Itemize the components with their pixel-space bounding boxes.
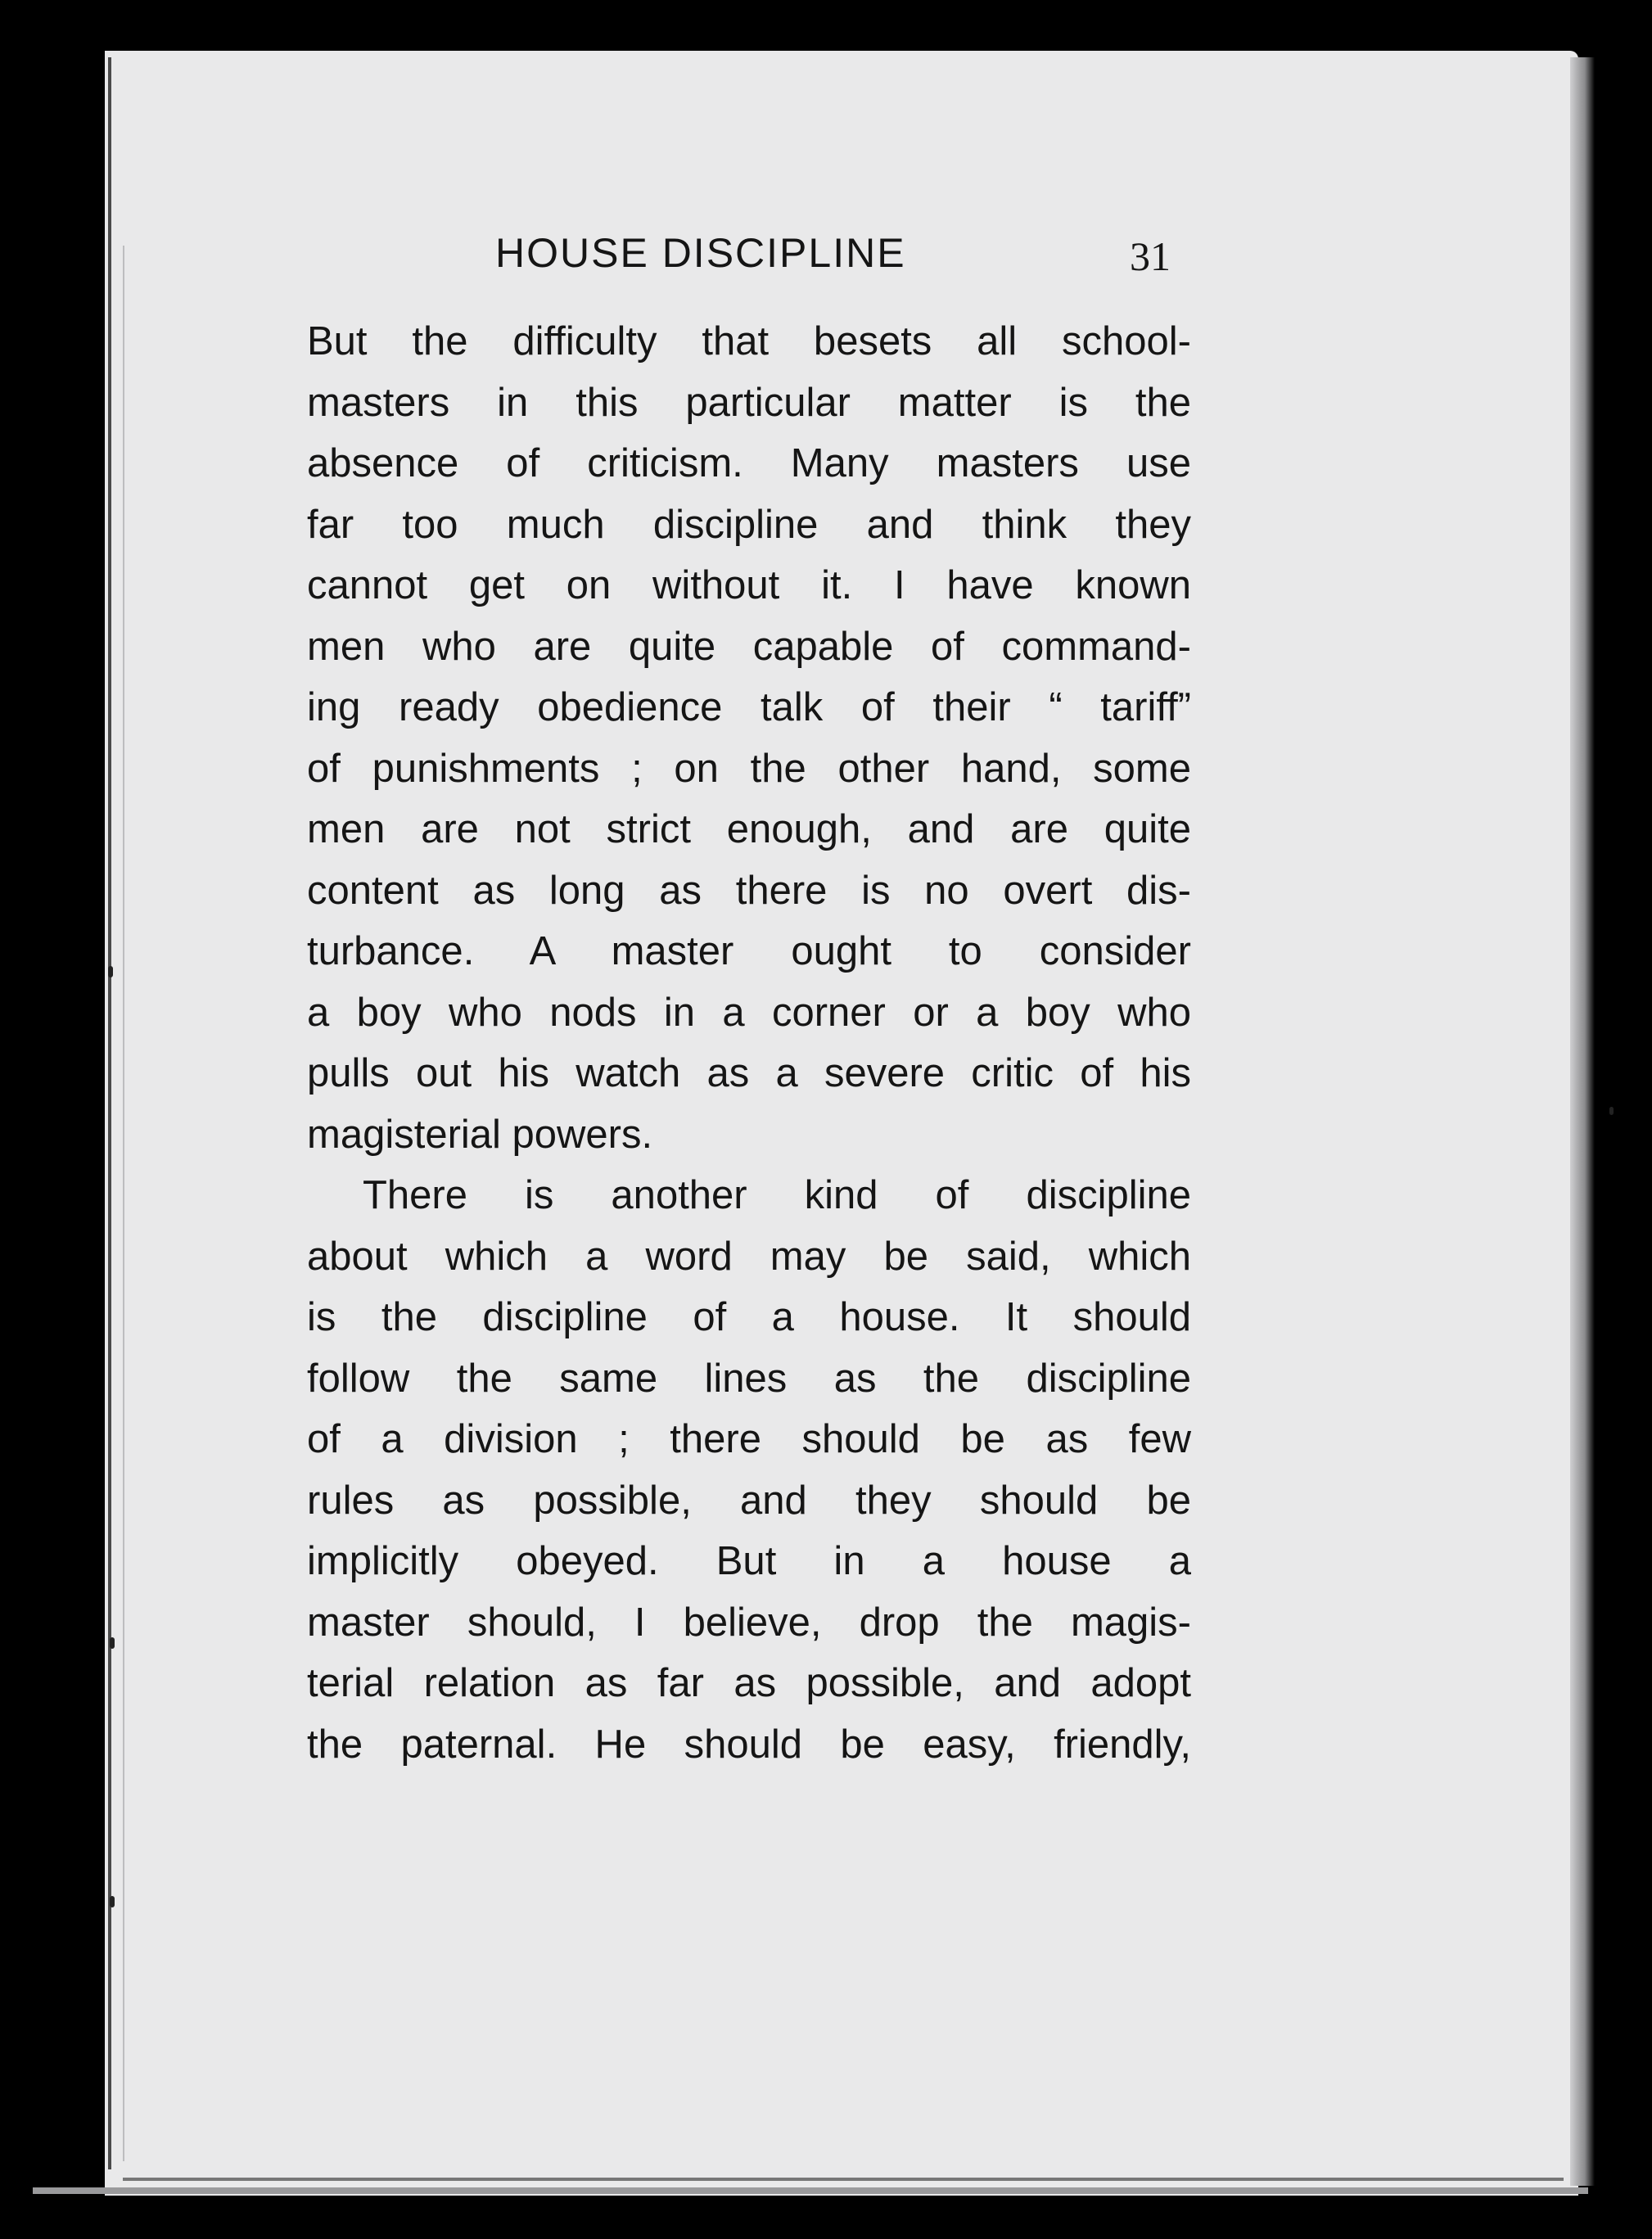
body-text: [307, 311, 1191, 1775]
page-edge-shadow: [1570, 57, 1595, 2186]
page-number: 31: [1130, 233, 1171, 279]
scan-speck: [1609, 1107, 1614, 1115]
bottom-page-rule: [123, 2178, 1564, 2181]
text-line: ing ready obedience talk of their “ tariff”: [307, 685, 1191, 729]
text-line: of punishments ; on the other hand, some: [307, 746, 1191, 791]
text-line: absence of criticism. Many masters use: [307, 441, 1191, 485]
text-line: magisterial powers.: [307, 1112, 653, 1157]
text-line: master should, I believe, drop the magis-: [307, 1600, 1191, 1645]
text-line: There is another kind of discipline: [363, 1173, 1191, 1217]
text-line: implicitly obeyed. But in a house a: [307, 1539, 1191, 1583]
text-line: pulls out his watch as a severe critic of his: [307, 1051, 1191, 1095]
running-header: [0, 229, 1652, 278]
binding-rule: [123, 246, 124, 2161]
running-title: HOUSE DISCIPLINE: [495, 230, 906, 276]
bottom-page-edge: [33, 2187, 1588, 2194]
text-line: content as long as there is no overt dis-: [307, 868, 1191, 913]
text-line: But the difficulty that besets all school-: [307, 319, 1191, 363]
scan-speck: [108, 966, 113, 977]
binding-edge: [108, 57, 111, 2169]
text-line: is the discipline of a house. It should: [307, 1295, 1191, 1339]
text-line: cannot get on without it. I have known: [307, 563, 1191, 607]
text-line: far too much discipline and think they: [307, 502, 1191, 547]
text-line: men are not strict enough, and are quite: [307, 807, 1191, 851]
text-line: rules as possible, and they should be: [307, 1478, 1191, 1523]
text-line: the paternal. He should be easy, friendly,: [307, 1722, 1191, 1767]
text-line: terial relation as far as possible, and adopt: [307, 1661, 1191, 1705]
text-line: turbance. A master ought to consider: [307, 929, 1191, 973]
text-line: masters in this particular matter is the: [307, 380, 1191, 425]
text-line: about which a word may be said, which: [307, 1234, 1191, 1279]
text-line: a boy who nods in a corner or a boy who: [307, 990, 1191, 1035]
text-line: of a division ; there should be as few: [307, 1417, 1191, 1461]
text-line: follow the same lines as the discipline: [307, 1356, 1191, 1401]
scan-speck: [110, 1896, 115, 1907]
text-line: men who are quite capable of command-: [307, 624, 1191, 669]
scan-speck: [110, 1637, 115, 1649]
